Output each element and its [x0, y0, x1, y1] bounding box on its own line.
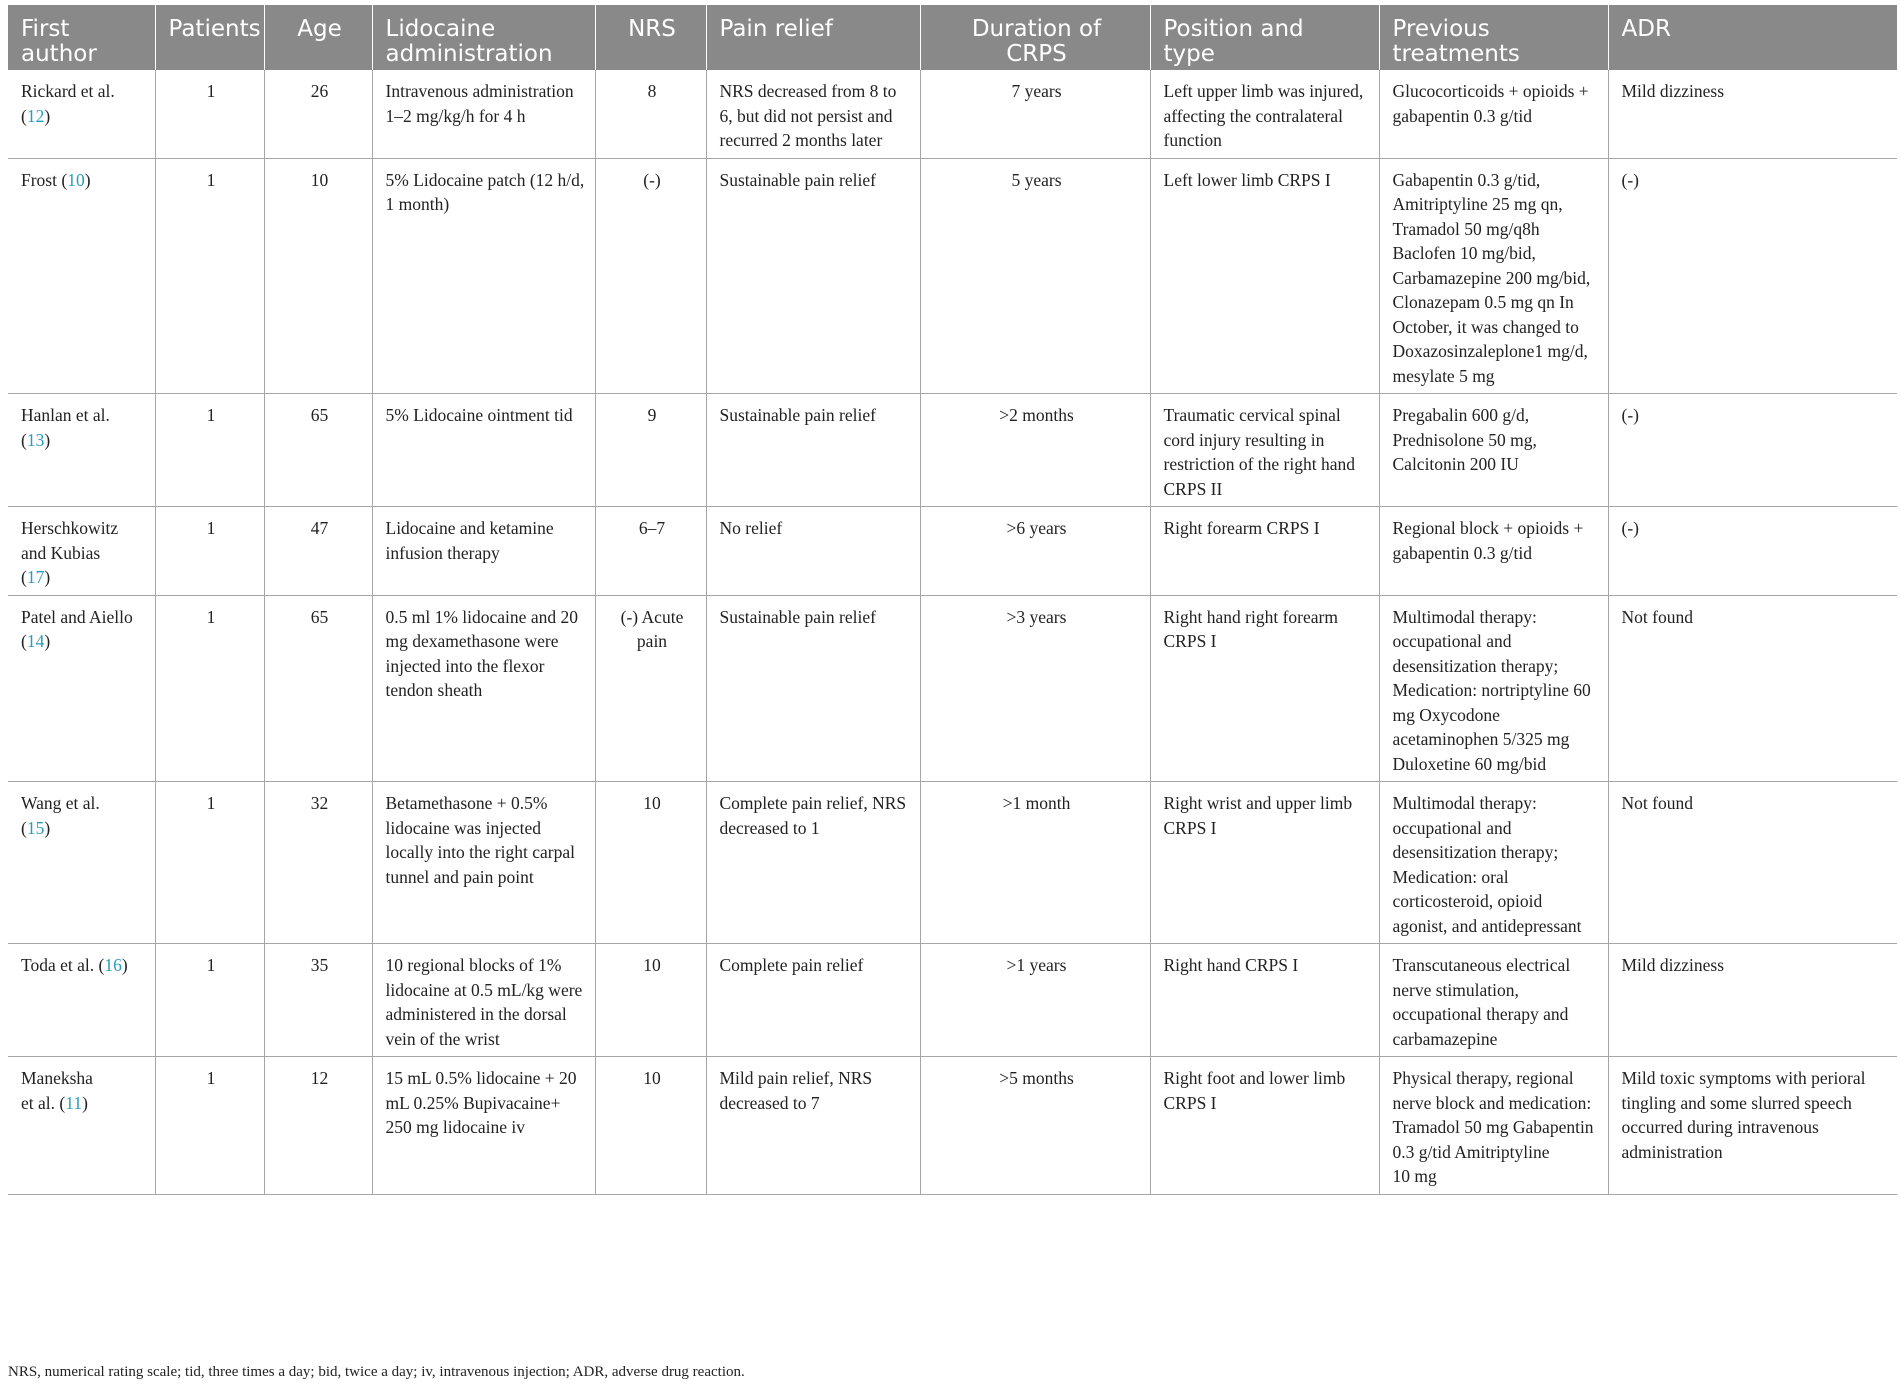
reference-link[interactable]: 13	[26, 429, 45, 450]
duration-cell: 5 years	[920, 158, 1150, 394]
adr-cell: Not found	[1608, 782, 1897, 944]
lidocaine-cell: 0.5 ml 1% lidocaine and 20 mg dexamethasone were injected into the flexor tendon sheath	[372, 595, 595, 782]
position-cell: Right hand right forearm CRPS I	[1150, 595, 1379, 782]
author-cell: Hanlan et al. (13)	[8, 394, 155, 507]
nrs-cell: 9	[595, 394, 706, 507]
table-row	[8, 1057, 1897, 1195]
adr-cell: Mild dizziness	[1608, 944, 1897, 1057]
author-name: Toda et al.	[21, 955, 99, 975]
table-row	[8, 507, 1897, 596]
age-cell: 47	[264, 507, 372, 596]
duration-cell: >2 months	[920, 394, 1150, 507]
data-table	[8, 5, 1897, 1195]
position-cell: Left lower limb CRPS I	[1150, 158, 1379, 394]
patients-cell: 1	[155, 158, 264, 394]
duration-cell: >6 years	[920, 507, 1150, 596]
author-cell: Patel and Aiello (14)	[8, 595, 155, 782]
duration-cell: >5 months	[920, 1057, 1150, 1195]
duration-cell: 7 years	[920, 70, 1150, 158]
reference-link[interactable]: 16	[104, 955, 122, 975]
nrs-cell: 6–7	[595, 507, 706, 596]
age-cell: 65	[264, 595, 372, 782]
nrs-cell: 10	[595, 944, 706, 1057]
header-previous-treatments: Previous treatments	[1379, 5, 1608, 70]
reference-link[interactable]: 17	[26, 567, 45, 587]
position-cell: Left upper limb was injured, affecting the contralateral function	[1150, 70, 1379, 158]
adr-cell: (-)	[1608, 158, 1897, 394]
reference-link[interactable]: 15	[26, 817, 45, 838]
previous-treatments-cell: Transcutaneous electrical nerve stimulation, occupational therapy and carbamazepine	[1379, 944, 1608, 1057]
patients-cell: 1	[155, 394, 264, 507]
reference-link[interactable]: 10	[67, 169, 85, 190]
table-header	[8, 5, 1897, 70]
table-row	[8, 158, 1897, 394]
reference-link[interactable]: 11	[65, 1092, 83, 1113]
adr-cell: Mild dizziness	[1608, 70, 1897, 158]
table-row	[8, 595, 1897, 782]
position-cell: Right wrist and upper limb CRPS I	[1150, 782, 1379, 944]
author-cell: Wang et al. (15)	[8, 782, 155, 944]
lidocaine-cell: Betamethasone + 0.5% lidocaine was injected locally into the right carpal tunnel and pain point	[372, 782, 595, 944]
nrs-cell: (-) Acute pain	[595, 595, 706, 782]
lidocaine-cell: Intravenous administration 1–2 mg/kg/h for 4 h	[372, 70, 595, 158]
pain-relief-cell: NRS decreased from 8 to 6, but did not persist and recurred 2 months later	[706, 70, 920, 158]
header-patients: Patients	[155, 5, 264, 70]
nrs-cell: (-)	[595, 158, 706, 394]
adr-cell: Mild toxic symptoms with perioral tingling and some slurred speech occurred during intravenous administration	[1608, 1057, 1897, 1195]
pain-relief-cell: Mild pain relief, NRS decreased to 7	[706, 1057, 920, 1195]
table-body	[8, 70, 1897, 1194]
duration-cell: >1 month	[920, 782, 1150, 944]
patients-cell: 1	[155, 1057, 264, 1195]
author-cell: Herschkowitz and Kubias (17)	[8, 507, 155, 596]
pain-relief-cell: Complete pain relief, NRS decreased to 1	[706, 782, 920, 944]
header-nrs: NRS	[595, 5, 706, 70]
author-name: Hanlan et al.	[21, 405, 110, 425]
header-duration-of-crps: Duration of CRPS	[920, 5, 1150, 70]
age-cell: 12	[264, 1057, 372, 1195]
position-cell: Right forearm CRPS I	[1150, 507, 1379, 596]
table-footnote: NRS, numerical rating scale; tid, three times a day; bid, twice a day; iv, intravenous injection; ADR, adverse drug reaction.	[8, 1364, 745, 1380]
table-container	[8, 5, 1897, 1195]
age-cell: 65	[264, 394, 372, 507]
position-cell: Right foot and lower limb CRPS I	[1150, 1057, 1379, 1195]
header-first-author: First author	[8, 5, 155, 70]
duration-cell: >1 years	[920, 944, 1150, 1057]
position-cell: Traumatic cervical spinal cord injury resulting in restriction of the right hand CRPS II	[1150, 394, 1379, 507]
adr-cell: Not found	[1608, 595, 1897, 782]
author-name: Rickard et al.	[21, 81, 115, 101]
table-row	[8, 944, 1897, 1057]
header-adr: ADR	[1608, 5, 1897, 70]
author-cell: Toda et al. (16)	[8, 944, 155, 1057]
reference-link[interactable]: 14	[26, 631, 45, 651]
previous-treatments-cell: Physical therapy, regional nerve block and medication: Tramadol 50 mg Gabapentin 0.3 g/tid Amitriptyline 10 mg	[1379, 1057, 1608, 1195]
header-pain-relief: Pain relief	[706, 5, 920, 70]
pain-relief-cell: Sustainable pain relief	[706, 158, 920, 394]
age-cell: 26	[264, 70, 372, 158]
author-cell: Rickard et al. (12)	[8, 70, 155, 158]
patients-cell: 1	[155, 70, 264, 158]
pain-relief-cell: Sustainable pain relief	[706, 394, 920, 507]
header-position-and-type: Position and type	[1150, 5, 1379, 70]
duration-cell: >3 years	[920, 595, 1150, 782]
table-row	[8, 70, 1897, 158]
author-cell: Frost (10)	[8, 158, 155, 394]
pain-relief-cell: Sustainable pain relief	[706, 595, 920, 782]
age-cell: 35	[264, 944, 372, 1057]
author-name: Herschkowitz and Kubias	[21, 518, 119, 563]
author-cell: Maneksha et al. (11)	[8, 1057, 155, 1195]
lidocaine-cell: 5% Lidocaine ointment tid	[372, 394, 595, 507]
previous-treatments-cell: Multimodal therapy: occupational and desensitization therapy; Medication: nortriptyline 60 mg Oxycodone acetaminophen 5/325 mg Duloxetine 60 mg/bid	[1379, 595, 1608, 782]
author-name: Wang et al.	[21, 793, 100, 813]
author-name: Maneksha et al.	[21, 1068, 93, 1113]
previous-treatments-cell: Regional block + opioids + gabapentin 0.3 g/tid	[1379, 507, 1608, 596]
previous-treatments-cell: Glucocorticoids + opioids + gabapentin 0.3 g/tid	[1379, 70, 1608, 158]
table-row	[8, 782, 1897, 944]
table-row	[8, 394, 1897, 507]
header-lidocaine-administration: Lidocaine administration	[372, 5, 595, 70]
author-name: Patel and Aiello	[21, 606, 133, 627]
patients-cell: 1	[155, 507, 264, 596]
lidocaine-cell: 15 mL 0.5% lidocaine + 20 mL 0.25% Bupivacaine+ 250 mg lidocaine iv	[372, 1057, 595, 1195]
author-name: Frost	[21, 169, 62, 190]
patients-cell: 1	[155, 595, 264, 782]
previous-treatments-cell: Pregabalin 600 g/d, Prednisolone 50 mg, Calcitonin 200 IU	[1379, 394, 1608, 507]
adr-cell: (-)	[1608, 507, 1897, 596]
header-age: Age	[264, 5, 372, 70]
adr-cell: (-)	[1608, 394, 1897, 507]
patients-cell: 1	[155, 944, 264, 1057]
patients-cell: 1	[155, 782, 264, 944]
lidocaine-cell: 10 regional blocks of 1% lidocaine at 0.5 mL/kg were administered in the dorsal vein of the wrist	[372, 944, 595, 1057]
reference-link[interactable]: 12	[26, 105, 45, 126]
pain-relief-cell: No relief	[706, 507, 920, 596]
header-row	[8, 5, 1897, 70]
previous-treatments-cell: Multimodal therapy: occupational and desensitization therapy; Medication: oral corticosteroid, opioid agonist, and antidepressant	[1379, 782, 1608, 944]
nrs-cell: 10	[595, 1057, 706, 1195]
nrs-cell: 8	[595, 70, 706, 158]
previous-treatments-cell: Gabapentin 0.3 g/tid, Amitriptyline 25 mg qn, Tramadol 50 mg/q8h Baclofen 10 mg/bid, Carbamazepine 200 mg/bid, Clonazepam 0.5 mg qn In October, it was changed to Doxazosinzaleplone1 mg/d, mesylate 5 mg	[1379, 158, 1608, 394]
lidocaine-cell: 5% Lidocaine patch (12 h/d, 1 month)	[372, 158, 595, 394]
lidocaine-cell: Lidocaine and ketamine infusion therapy	[372, 507, 595, 596]
pain-relief-cell: Complete pain relief	[706, 944, 920, 1057]
age-cell: 32	[264, 782, 372, 944]
position-cell: Right hand CRPS I	[1150, 944, 1379, 1057]
age-cell: 10	[264, 158, 372, 394]
nrs-cell: 10	[595, 782, 706, 944]
